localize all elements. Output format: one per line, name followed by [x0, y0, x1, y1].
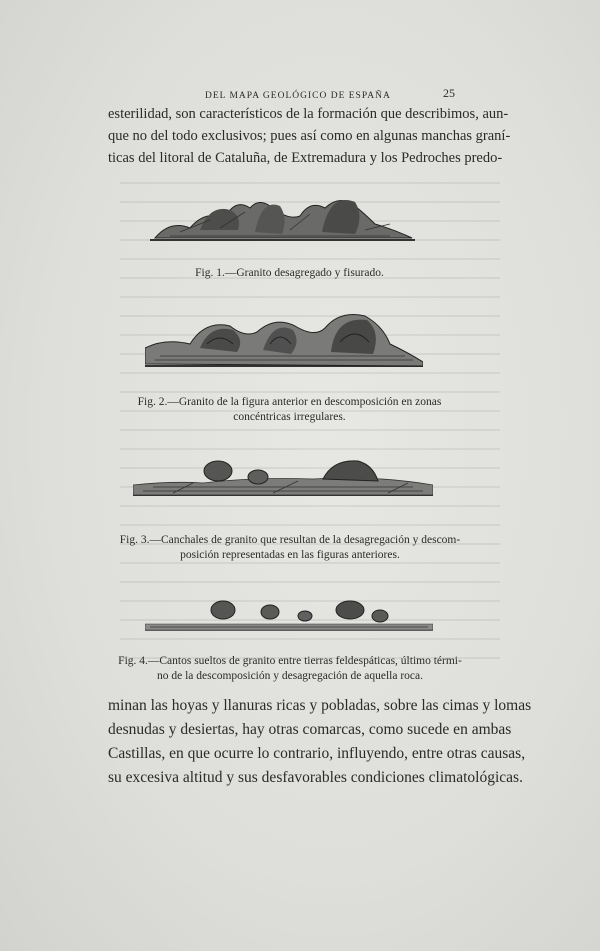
text-line: ticas del litoral de Cataluña, de Extremadura y los Pedroches predo-	[108, 150, 503, 166]
paragraph-top	[108, 103, 511, 169]
figure-2-caption	[108, 395, 471, 425]
caption-line: posición representadas en las figuras anteriores.	[180, 549, 400, 561]
caption-line: Fig. 3.—Canchales de granito que resultan de la desagregación y descom-	[119, 534, 461, 546]
decomposing-granite-illustration	[145, 308, 423, 370]
caption-line: Fig. 2.—Granito de la figura anterior en descomposición en zonas	[137, 396, 442, 408]
caption-line: no de la descomposición y desagregación de aquella roca.	[157, 670, 423, 682]
paragraph-bottom	[108, 694, 532, 790]
loose-granite-boulders-illustration	[145, 596, 433, 636]
caption-line: Fig. 4.—Cantos sueltos de granito entre tierras feldespáticas, último térmi-	[118, 655, 462, 667]
text-line: minan las hoyas y llanuras ricas y pobladas, sobre las cimas y lomas	[108, 697, 532, 714]
figure-1	[150, 190, 415, 250]
figure-3	[133, 455, 433, 504]
figure-4-caption	[96, 654, 484, 684]
text-line: Castillas, en que ocurre lo contrario, influyendo, entre otras causas,	[108, 745, 526, 762]
weathered-granite-outcrop-illustration	[150, 190, 415, 245]
caption-line: Fig. 1.—Granito desagregado y fisurado.	[195, 267, 384, 279]
text-line: esterilidad, son característicos de la formación que describimos, aun-	[108, 106, 509, 122]
page-number: 25	[443, 86, 455, 100]
running-head: DEL MAPA GEOLÓGICO DE ESPAÑA	[205, 91, 391, 101]
text-line: que no del todo exclusivos; pues así como en algunas manchas graní-	[108, 128, 511, 144]
granite-boulder-field-illustration	[133, 455, 433, 499]
figure-2	[145, 308, 423, 375]
caption-line: concéntricas irregulares.	[233, 411, 346, 423]
figure-3-caption	[96, 533, 484, 563]
figure-4	[145, 596, 433, 641]
figure-1-caption	[108, 266, 471, 281]
text-line: desnudas y desiertas, hay otras comarcas, como sucede en ambas	[108, 721, 512, 738]
text-line: su excesiva altitud y sus desfavorables condiciones climatológicas.	[108, 769, 523, 786]
